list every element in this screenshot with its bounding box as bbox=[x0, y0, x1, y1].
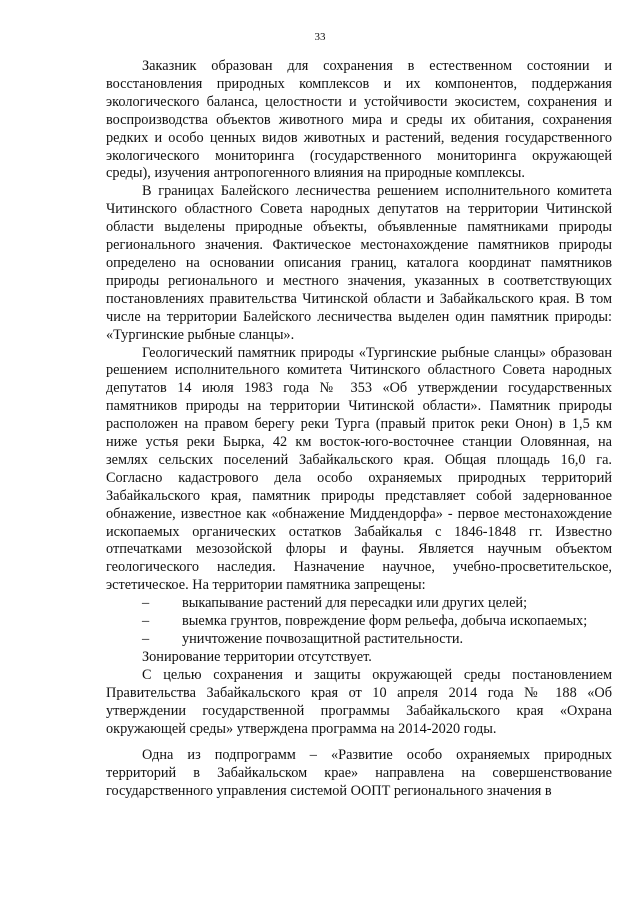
list-item bbox=[106, 631, 612, 649]
list-item-text: выкапывание растений для пересадки или других целей; bbox=[182, 595, 528, 612]
paragraph-zakaznik-purpose: Заказник образован для сохранения в естественном состоянии и восстановления природных комплексов и их компонентов, поддержания экологического баланса, целостности и устойчивости экосистем, сохранения и воспроизводства объектов животного мира и среды их обитания, сохранения редких и особо ценных видов животных и растений, ведения государственного экологического мониторинга (государственного мониторинга окружающей среды), изучения антропогенного влияния на природные комплексы. bbox=[106, 58, 612, 182]
list-dash: – bbox=[142, 613, 150, 630]
list-item-text: уничтожение почвозащитной растительности. bbox=[182, 631, 464, 647]
paragraph-turginskie-slantsy: Геологический памятник природы «Тургинские рыбные сланцы» образован решением исполнительного комитета Читинского областного Совета народных депутатов 14 июля 1983 года № 353 «Об утверждении государственных памятников природы на территории Читинской области». Памятник природы расположен на правом берегу реки Турга (правый приток реки Онон) в 1,5 км ниже устья реки Бырка, 42 км восток-юго-восточнее станции Оловянная, на землях сельских поселений Забайкальского края. Общая площадь 16,0 га. Согласно кадастрового дела особо охраняемых природных территорий Забайкальского края, памятник природы представляет собой задернованное обнажение, известное как «обнажение Миддендорфа» - первое местонахождение ископаемых органических остатков Забайкалья с 1846-1848 гг. Известно отпечатками мезозойской флоры и фауны. Является научным объектом геологического наследия. Назначение научное, учебно-просветительское, эстетическое. На территории памятника запрещены: bbox=[106, 344, 612, 594]
list-item bbox=[106, 613, 612, 631]
list-dash: – bbox=[142, 631, 150, 647]
list-item bbox=[106, 595, 612, 613]
paragraph-government-program: С целью сохранения и защиты окружающей среды постановлением Правительства Забайкальского края от 10 апреля 2014 года № 188 «Об утверждении государственной программы Забайкальского края «Охрана окружающей среды» утверждена программа на 2014-2020 годы. bbox=[106, 666, 612, 737]
list-dash: – bbox=[142, 595, 150, 612]
page-number: 33 bbox=[314, 31, 326, 43]
list-item-text: выемка грунтов, повреждение форм рельефа, добыча ископаемых; bbox=[182, 613, 588, 630]
paragraph-zoning: Зонирование территории отсутствует. bbox=[142, 648, 372, 665]
paragraph-baleysky-forestry: В границах Балейского лесничества решением исполнительного комитета Читинского областного Совета народных депутатов на территории Читинской области выделены природные объекты, объявленные памятниками природы регионального значения. Фактическое местонахождение памятников природы определено на основании описания границ, каталога координат памятников природы регионального и местного значения, указанных в соответствующих постановлениях правительства Читинской области и Забайкальского края. В том числе на территории Балейского лесничества выделен один памятник природы: «Тургинские рыбные сланцы». bbox=[106, 183, 612, 343]
body-text bbox=[106, 58, 612, 801]
paragraph-subprogram: Одна из подпрограмм – «Развитие особо охраняемых природных территорий в Забайкальском крае» направлена на совершенствование государственного управления системой ООПТ регионального значения в bbox=[106, 747, 612, 800]
